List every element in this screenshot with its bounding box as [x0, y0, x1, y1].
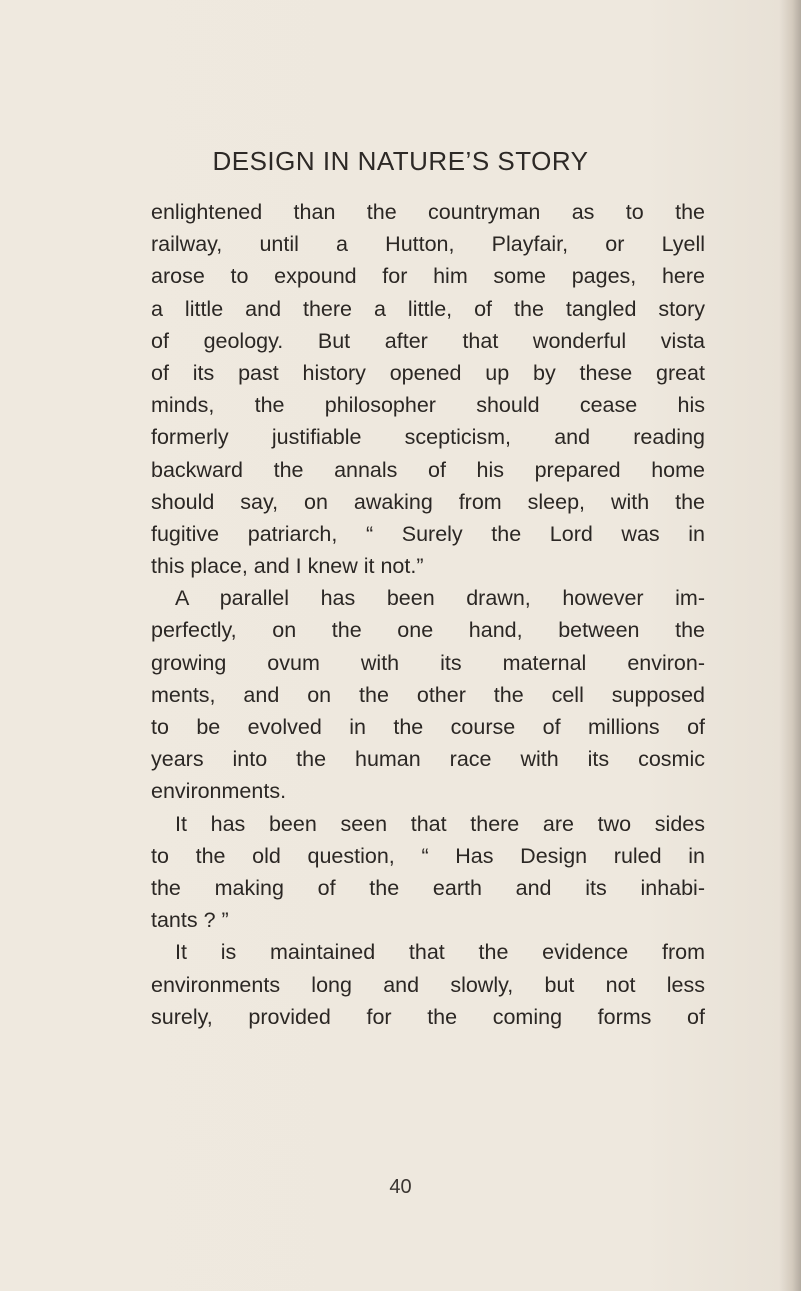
text-line: formerly justifiable scepticism, and reading: [151, 425, 705, 450]
text-line: ments, and on the other the cell supposed: [151, 682, 705, 707]
text-line: It is maintained that the evidence from: [175, 940, 705, 965]
text-line: to the old question, “ Has Design ruled in: [151, 843, 705, 868]
text-line: perfectly, on the one hand, between the: [151, 618, 705, 643]
running-head: DESIGN IN NATURE’S STORY: [212, 146, 589, 176]
text-line: of geology. But after that wonderful vista: [151, 328, 705, 353]
text-line: A parallel has been drawn, however im-: [175, 586, 705, 611]
text-line: environments long and slowly, but not less: [151, 972, 705, 997]
text-line: arose to expound for him some pages, here: [151, 264, 705, 289]
text-line: of its past history opened up by these great: [151, 360, 705, 385]
text-line: It has been seen that there are two sides: [175, 811, 705, 836]
text-line: the making of the earth and its inhabi-: [151, 875, 705, 900]
text-line: years into the human race with its cosmic: [151, 747, 705, 772]
page-edge-shadow: [779, 0, 801, 1291]
text-line: enlightened than the countryman as to the: [151, 200, 705, 224]
text-line: railway, until a Hutton, Playfair, or Lyell: [151, 232, 705, 257]
body-text: [151, 196, 705, 1033]
text-line: growing ovum with its maternal environ-: [151, 650, 705, 675]
text-line: environments.: [151, 779, 287, 804]
text-line: this place, and I knew it not.”: [151, 554, 424, 579]
text-line: minds, the philosopher should cease his: [151, 393, 705, 418]
text-line: backward the annals of his prepared home: [151, 457, 705, 482]
text-line: a little and there a little, of the tangled story: [151, 296, 705, 321]
text-line: fugitive patriarch, “ Surely the Lord was in: [151, 521, 705, 546]
text-line: tants ? ”: [151, 908, 229, 933]
text-line: surely, provided for the coming forms of: [151, 1004, 705, 1029]
text-line: to be evolved in the course of millions of: [151, 715, 705, 739]
text-line: should say, on awaking from sleep, with the: [151, 489, 705, 514]
page-number: 40: [389, 1176, 412, 1198]
